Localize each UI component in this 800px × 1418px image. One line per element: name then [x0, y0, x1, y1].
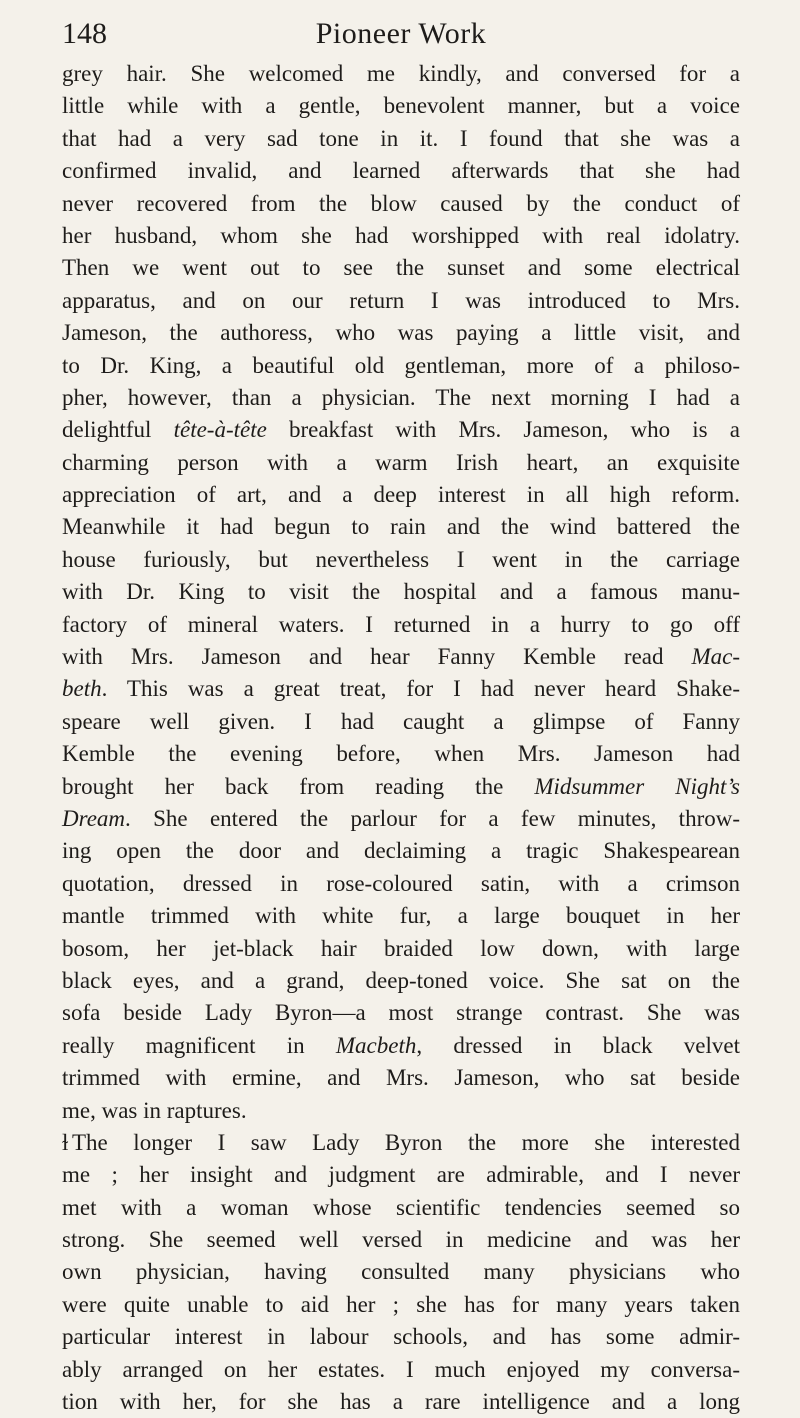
text-segment: with Dr. King to visit the hospital and a famous manu- [62, 579, 740, 605]
running-title: Pioneer Work [315, 17, 487, 50]
text-segment: mantle trimmed with white fur, a large bouquet in her [62, 903, 740, 929]
running-head [62, 12, 740, 56]
text-line [62, 771, 740, 803]
text-line [62, 1224, 740, 1256]
text-segment: strong. She seemed well versed in medicine and was her [62, 1227, 740, 1253]
text-segment: speare well given. I had caught a glimpse of Fanny [62, 708, 740, 734]
text-line [62, 706, 740, 738]
text-line [62, 447, 740, 479]
text-segment: Jameson, the authoress, who was paying a little visit, and [62, 320, 740, 346]
text-line [62, 1127, 740, 1159]
text-line [62, 1354, 740, 1386]
text-line [62, 673, 740, 705]
italic-text: Mac- [691, 644, 740, 670]
text-line [62, 252, 740, 284]
text-line [62, 576, 740, 608]
text-segment: that had a very sad tone in it. I found that she was a [62, 125, 740, 151]
text-segment: house furiously, but nevertheless I went in the carriage [62, 546, 740, 572]
text-line [62, 835, 740, 867]
text-segment: delightful [62, 417, 174, 443]
text-line [62, 479, 740, 511]
text-segment: me, was in raptures. [62, 1097, 247, 1123]
text-line [62, 350, 740, 382]
text-line [62, 414, 740, 446]
text-line [62, 1321, 740, 1353]
text-segment: Then we went out to see the sunset and some electrical [62, 255, 740, 281]
italic-text: Midsummer Night’s [534, 773, 740, 799]
text-segment: brought her back from reading the [62, 773, 535, 799]
text-line [62, 1256, 740, 1288]
text-segment: bosom, her jet-black hair braided low down, with large [62, 935, 740, 961]
text-segment: ably arranged on her estates. I much enjoyed my conversa- [62, 1356, 740, 1382]
text-segment: her husband, whom she had worshipped with real idolatry. [62, 222, 740, 248]
text-line [62, 123, 740, 155]
text-segment: were quite unable to aid her ; she has for many years taken [62, 1291, 740, 1317]
text-segment: grey hair. She welcomed me kindly, and conversed for a [62, 61, 740, 86]
text-line [62, 317, 740, 349]
text-line [62, 511, 740, 543]
text-segment: . She entered the parlour for a few minutes, throw- [125, 805, 740, 831]
text-segment: , dressed in black velvet [416, 1032, 741, 1058]
text-segment: breakfast with Mrs. Jameson, who is a [266, 417, 740, 443]
text-line [62, 1030, 740, 1062]
text-line [62, 1095, 740, 1127]
text-segment: to Dr. King, a beautiful old gentleman, more of a philoso- [62, 352, 740, 378]
italic-text: Macbeth [335, 1032, 417, 1058]
text-segment: me ; her insight and judgment are admirable, and I never [62, 1162, 740, 1188]
page-number: 148 [62, 17, 107, 50]
body-text [62, 58, 740, 1418]
text-line [62, 1062, 740, 1094]
text-segment: with Mrs. Jameson and hear Fanny Kemble read [62, 644, 692, 670]
text-segment: never recovered from the blow caused by the conduct of [62, 190, 740, 216]
text-line [62, 868, 740, 900]
text-segment: charming person with a warm Irish heart, an exquisite [62, 449, 740, 475]
text-segment: pher, however, than a physician. The next morning I had a [62, 384, 740, 410]
text-line [62, 997, 740, 1029]
text-line [62, 188, 740, 220]
text-line [62, 1289, 740, 1321]
text-segment: Kemble the evening before, when Mrs. Jameson had [62, 741, 740, 767]
text-line [62, 641, 740, 673]
text-segment: . This was a great treat, for I had never heard Shake- [101, 676, 740, 702]
text-line [62, 155, 740, 187]
text-segment: factory of mineral waters. I returned in a hurry to go off [62, 611, 740, 637]
text-line [62, 1386, 740, 1418]
text-segment: little while with a gentle, benevolent manner, but a voice [62, 93, 740, 119]
text-segment: appreciation of art, and a deep interest in all high reform. [62, 482, 740, 508]
text-line [62, 1192, 740, 1224]
text-line [62, 220, 740, 252]
text-line [62, 738, 740, 770]
text-segment: sofa beside Lady Byron—a most strange contrast. She was [62, 1000, 740, 1026]
text-segment: trimmed with ermine, and Mrs. Jameson, who sat beside [62, 1065, 740, 1091]
stray-mark: ɫ [62, 1129, 75, 1155]
italic-text: beth [62, 676, 102, 702]
text-line [62, 90, 740, 122]
text-segment: met with a woman whose scientific tendencies seemed so [62, 1194, 740, 1220]
text-segment: black eyes, and a grand, deep-toned voice. She sat on the [62, 967, 740, 993]
text-segment: tion with her, for she has a rare intelligence and a long [62, 1389, 740, 1415]
text-line [62, 382, 740, 414]
text-segment: apparatus, and on our return I was introduced to Mrs. [62, 287, 740, 313]
text-segment: ing open the door and declaiming a tragic Shakespearean [62, 838, 740, 864]
text-segment: really magnificent in [62, 1032, 336, 1058]
text-segment: confirmed invalid, and learned afterwards that she had [62, 158, 740, 184]
text-segment: Meanwhile it had begun to rain and the wind battered the [62, 514, 740, 540]
text-line [62, 965, 740, 997]
text-line [62, 933, 740, 965]
text-line [62, 1159, 740, 1191]
text-line [62, 803, 740, 835]
text-line [62, 285, 740, 317]
text-segment: quotation, dressed in rose-coloured satin, with a crimson [62, 870, 740, 896]
text-segment: The longer I saw Lady Byron the more she interested [72, 1129, 740, 1155]
text-line [62, 544, 740, 576]
text-segment: particular interest in labour schools, and has some admir- [62, 1324, 740, 1350]
text-line [62, 609, 740, 641]
text-line [62, 58, 740, 90]
text-segment: own physician, having consulted many physicians who [62, 1259, 740, 1285]
italic-text: Dream [62, 805, 126, 831]
italic-text: tête-à-tête [173, 417, 267, 443]
text-line [62, 900, 740, 932]
